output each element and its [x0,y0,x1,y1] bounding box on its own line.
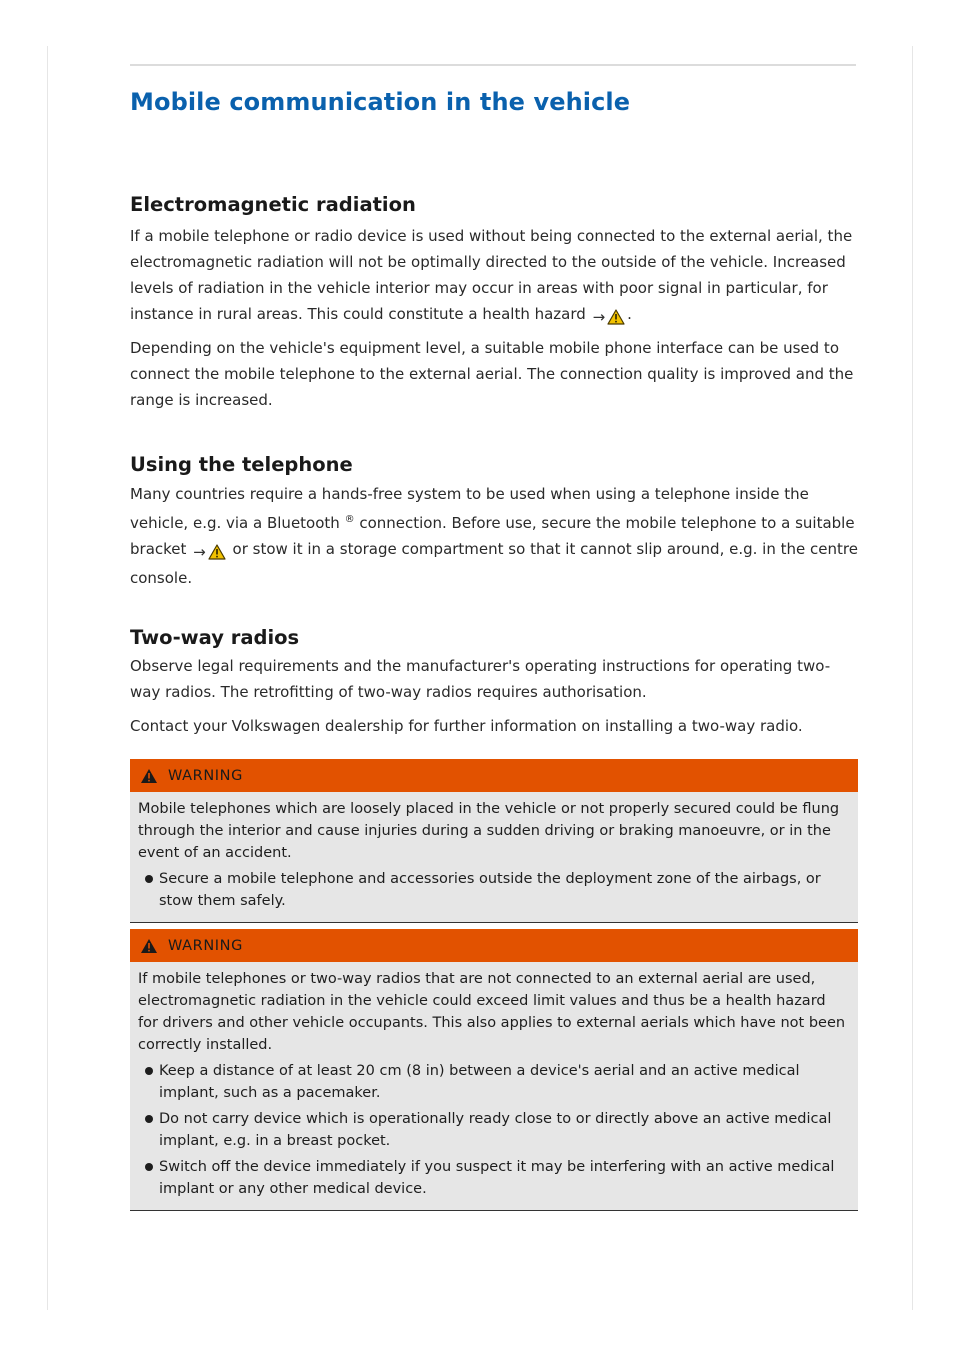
arrow-right-icon: → [193,543,206,561]
warning-label: WARNING [168,937,243,954]
warning-bullet-list [138,1060,850,1200]
warning-bullet [138,1060,850,1104]
warning-bullet [138,1108,850,1152]
warning-reference-link[interactable] [593,304,626,330]
paragraph-text-middle: connection. Before use, secure the mobile telephone to a suitable bracket [130,514,855,558]
paragraph-text: If a mobile telephone or radio device is used without being connected to the external aerial, the electromagnetic radiation will not be optimally directed to the outside of the vehicle. Increased levels of radiation in the vehicle interior may occur in areas with poor signal in particular, for instance in rural areas. This could constitute a health hazard [130,227,853,323]
warning-box-loose-phones [130,759,858,923]
paragraph-dealership: Contact your Volkswagen dealership for further information on installing a two-way radio. [130,717,803,735]
warning-triangle-icon [607,309,625,325]
warning-bullet-text: Secure a mobile telephone and accessories outside the deployment zone of the airbags, or stow them safely. [159,871,821,909]
header-rule [130,64,856,66]
warning-intro: Mobile telephones which are loosely placed in the vehicle or not properly secured could be flung through the interior and cause injuries during a sudden driving or braking manoeuvre, or in the event of an accident. [138,801,840,861]
section-heading-using-the-telephone: Using the telephone [130,453,353,476]
left-page-margin-line [47,46,48,1310]
warning-reference-link[interactable] [193,539,226,565]
paragraph-hands-free [130,481,858,591]
warning-triangle-icon [140,938,158,954]
warning-header [130,929,858,962]
paragraph-legal-requirements: Observe legal requirements and the manufacturer's operating instructions for operating two-way radios. The retrofitting of two-way radios requires authorisation. [130,657,831,701]
warning-bullet-text: Keep a distance of at least 20 cm (8 in) between a device's aerial and an active medical implant, such as a pacemaker. [159,1063,800,1101]
warning-bullet [138,868,850,912]
bullet-dot-icon [145,875,153,883]
warning-intro: If mobile telephones or two-way radios that are not connected to an external aerial are used, electromagnetic radiation in the vehicle could exceed limit values and thus be a health hazard for drivers and other vehicle occupants. This also applies to external aerials which have not been correctly installed. [138,971,846,1053]
warning-label: WARNING [168,767,243,784]
paragraph-text-end: . [627,305,632,323]
paragraph-phone-interface: Depending on the vehicle's equipment level, a suitable mobile phone interface can be used to connect the mobile telephone to the external aerial. The connection quality is improved and the range is increased. [130,339,854,409]
bullet-dot-icon [145,1067,153,1075]
warning-content [130,792,858,922]
warning-bullet [138,1156,850,1200]
warning-bullet-text: Switch off the device immediately if you suspect it may be interfering with an active medical implant or any other medical device. [159,1159,835,1197]
warning-bullet-text: Do not carry device which is operationally ready close to or directly above an active medical implant, e.g. in a breast pocket. [159,1111,832,1149]
paragraph-text-end: or stow it in a storage compartment so that it cannot slip around, e.g. in the centre console. [130,540,858,587]
page-title: Mobile communication in the vehicle [130,88,631,116]
right-page-margin-line [912,46,913,1310]
bullet-dot-icon [145,1163,153,1171]
section-heading-electromagnetic-radiation: Electromagnetic radiation [130,193,416,216]
registered-mark: ® [344,514,355,525]
warning-bullet-list [138,868,850,912]
arrow-right-icon: → [592,308,606,326]
bullet-dot-icon [145,1115,153,1123]
warning-triangle-icon [140,768,158,784]
warning-box-radiation [130,929,858,1211]
warning-content [130,962,858,1210]
paragraph-text: Many countries require a hands-free system to be used when using a telephone inside the vehicle, e.g. via a Bluetooth [130,485,809,532]
warning-header [130,759,858,792]
paragraph-radiation-hazard [130,223,858,330]
section-heading-two-way-radios: Two-way radios [130,626,300,649]
warning-triangle-icon [208,544,226,560]
